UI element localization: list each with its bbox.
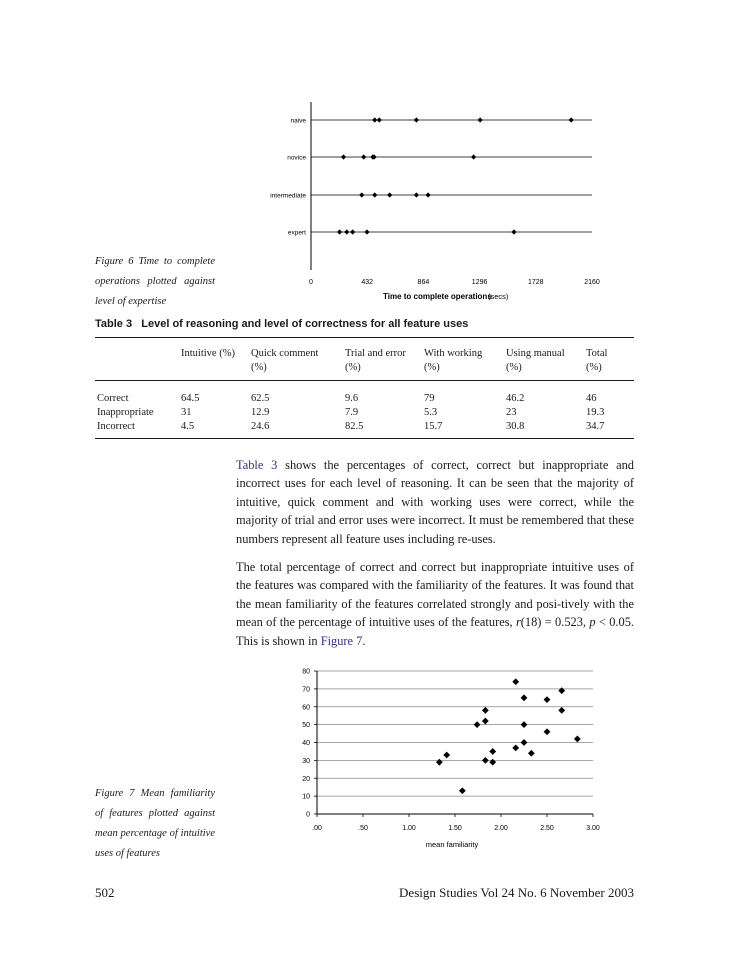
table-3	[95, 347, 634, 375]
figure-6-data-point	[569, 117, 574, 122]
table-cell: 34.7	[586, 421, 605, 432]
table-header-cell: Total (%)	[586, 348, 608, 373]
figure-7-data-point	[521, 694, 528, 701]
figure-7-x-axis-label: mean familiarity	[425, 840, 479, 849]
figure-7-x-tick-label: 3.00	[586, 825, 600, 832]
figure-7-data-point	[544, 728, 551, 735]
figure-6-x-tick-label: 432	[361, 279, 374, 286]
figure-6-data-point	[364, 229, 369, 234]
figure-6-data-point	[361, 154, 366, 159]
figure-7-caption-line: uses of features	[95, 848, 160, 859]
figure-6-data-point	[511, 229, 516, 234]
row-label: Incorrect	[97, 421, 135, 432]
journal-info: Design Studies Vol 24 No. 6 November 2003	[399, 885, 634, 900]
figure-7-data-point	[482, 707, 489, 714]
figure-7-y-tick-label: 60	[302, 704, 310, 712]
table-header-cell: Quick comment (%)	[251, 348, 319, 373]
table-cell: 24.6	[251, 421, 270, 432]
table-row	[97, 406, 634, 420]
table-cell: 64.5	[181, 393, 200, 404]
figure-6-data-point	[387, 192, 392, 197]
table-header-row	[95, 347, 634, 375]
figure-7-data-point	[489, 748, 496, 755]
figure-6-data-point	[372, 117, 377, 122]
figure-6-data-point	[414, 192, 419, 197]
table-cell: 7.9	[345, 407, 359, 418]
table-bottom-rule	[95, 438, 634, 439]
figure-6-x-tick-label: 864	[417, 279, 430, 286]
figure-6-category-label: naive	[290, 117, 306, 125]
figure-6-data-point	[350, 229, 355, 234]
figure-6-x-tick-label: 0	[309, 279, 313, 286]
figure-6-x-tick-label: 2160	[584, 279, 600, 286]
figure-6-data-point	[337, 229, 342, 234]
figure-6-data-point	[414, 117, 419, 122]
table-cell: 4.5	[181, 421, 195, 432]
row-label: Inappropriate	[97, 407, 154, 418]
figure-6-x-tick-label: 1728	[528, 279, 544, 286]
figure-7-data-point	[558, 707, 565, 714]
figure-7-data-point	[521, 739, 528, 746]
figure-6-data-point	[372, 192, 377, 197]
table-cell: 19.3	[586, 407, 605, 418]
figure-7-data-point	[528, 750, 535, 757]
figure-6-data-point	[344, 229, 349, 234]
figure-7-data-point	[512, 744, 519, 751]
figure-7-y-tick-label: 0	[306, 811, 310, 819]
table-cell: 62.5	[251, 393, 270, 404]
table-cell: 12.9	[251, 407, 270, 418]
table-cell: 30.8	[506, 421, 525, 432]
figure-7-data-point	[574, 736, 581, 743]
figure-7-caption-line: of features plotted against	[95, 808, 215, 819]
figure-6-category-label: novice	[287, 154, 306, 162]
table-row	[97, 392, 634, 406]
figure-7-y-tick-label: 50	[302, 722, 310, 730]
table-header-cell: Intuitive (%)	[181, 348, 235, 359]
figure-7-caption	[95, 784, 215, 864]
page-number: 502	[95, 885, 115, 900]
figure-7-link[interactable]: Figure 7	[320, 633, 363, 648]
figure-7-y-tick-label: 30	[302, 757, 310, 765]
figure-6-x-tick-label: 1296	[471, 279, 488, 286]
table-cell: 46.2	[506, 393, 525, 404]
figure-7-x-tick-label: 1.50	[448, 825, 462, 832]
figure-6-caption-line: Figure 6 Time to complete	[95, 256, 215, 267]
figure-7-y-tick-label: 80	[302, 668, 310, 676]
figure-6-x-axis-label: Time to complete operations	[383, 292, 492, 301]
figure-7-x-tick-label: 2.00	[494, 825, 508, 832]
figure-7-data-point	[474, 721, 481, 728]
body-text	[236, 456, 634, 650]
figure-6-caption-line: operations plotted against	[95, 276, 215, 287]
figure-6-category-label: intermediate	[270, 192, 306, 200]
figure-7-x-tick-label: 2.50	[540, 825, 554, 832]
figure-7-x-tick-label: .50	[358, 825, 368, 832]
figure-7-data-point	[459, 787, 466, 794]
paragraph: The total percentage of correct and correct but inappropriate intuitive uses of the features was compared with the familiarity of the features. It was found that the mean familiarity of the features correlated strongly and posi-tively with the mean of the percentage of intuitive uses of the features, r(18) = 0.523, p < 0.05. This is shown in Figure 7.	[236, 560, 634, 648]
figure-7-data-point	[489, 759, 496, 766]
figure-7-data-point	[443, 752, 450, 759]
figure-7-y-tick-label: 70	[302, 686, 310, 694]
table-header-rule	[95, 380, 634, 381]
row-label: Correct	[97, 393, 129, 404]
table-cell: 9.6	[345, 393, 359, 404]
table-3-link[interactable]: Table 3	[236, 458, 278, 472]
table-cell: 46	[586, 393, 597, 404]
figure-6-caption	[95, 252, 215, 312]
figure-7-x-tick-label: 1.00	[402, 825, 416, 832]
figure-7-caption-line: mean percentage of intuitive	[95, 828, 215, 839]
table-row	[97, 420, 634, 434]
table-cell: 23	[506, 407, 517, 418]
table-cell: 5.3	[424, 407, 438, 418]
table-3-body	[97, 392, 634, 434]
figure-7-data-point	[544, 696, 551, 703]
table-header-cell: Using manual (%)	[506, 348, 565, 373]
figure-7-data-point	[521, 721, 528, 728]
figure-6-data-point	[359, 192, 364, 197]
figure-6-data-point	[341, 154, 346, 159]
figure-6-caption-line: level of expertise	[95, 296, 167, 307]
table-header-cell: With working (%)	[424, 348, 483, 373]
figure-7-data-point	[436, 759, 443, 766]
figure-6-data-point	[471, 154, 476, 159]
table-cell: 15.7	[424, 421, 443, 432]
table-cell: 79	[424, 393, 435, 404]
figure-6-data-point	[478, 117, 483, 122]
table-cell: 82.5	[345, 421, 364, 432]
figure-7-data-point	[482, 757, 489, 764]
table-3-title: Table 3 Level of reasoning and level of correctness for all feature uses	[95, 318, 469, 330]
figure-7-y-tick-label: 20	[302, 775, 310, 783]
figure-6-category-label: expert	[287, 229, 306, 237]
figure-7-data-point	[512, 678, 519, 685]
figure-6-data-point	[377, 117, 382, 122]
table-header-cell: Trial and error (%)	[345, 348, 406, 373]
paragraph: Table 3 shows the percentages of correct, correct but inappropriate and incorrect uses for each level of reasoning. It can be seen that the majority of intuitive, quick comment and with working uses were correct, while the majority of trial and error uses were incorrect. It must be remembered that these numbers represent all feature uses including re-uses.	[236, 458, 634, 546]
figure-7-y-tick-label: 10	[302, 793, 310, 801]
figure-7-data-point	[558, 687, 565, 694]
figure-7-y-tick-label: 40	[302, 740, 310, 747]
figure-7-caption-line: Figure 7 Mean familiarity	[95, 788, 215, 799]
figure-6-data-point	[425, 192, 430, 197]
table-cell: 31	[181, 407, 192, 418]
figure-7-x-tick-label: .00	[312, 825, 322, 832]
figure-7-data-point	[482, 718, 489, 725]
figure-6-x-axis-unit: (secs)	[488, 292, 509, 301]
table-top-rule	[95, 337, 634, 338]
